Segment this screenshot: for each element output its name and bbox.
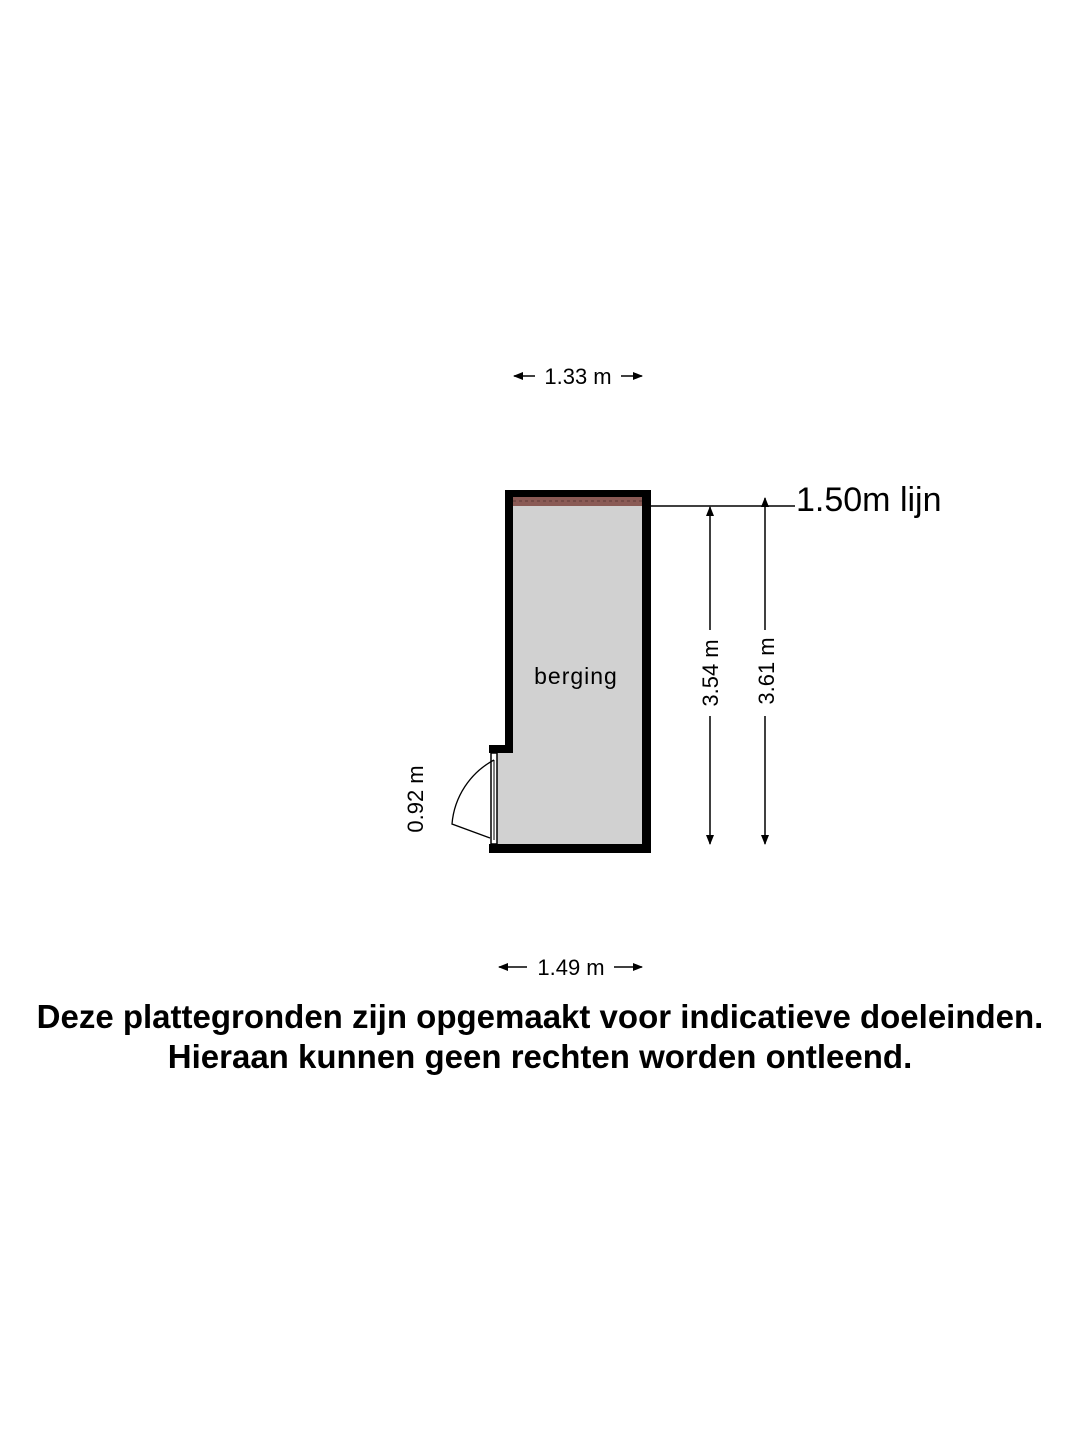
top-width-label: 1.33 m <box>544 364 612 389</box>
height-line <box>651 481 942 519</box>
top-width-dimension <box>514 364 642 389</box>
wall-bottom <box>489 844 651 853</box>
disclaimer-line-2: Hieraan kunnen geen rechten worden ontleend. <box>167 1038 913 1075</box>
bottom-width-label: 1.49 m <box>537 955 605 980</box>
wall-top <box>505 490 651 497</box>
room-label-berging: berging <box>534 663 618 689</box>
wall-left-upper <box>505 490 513 752</box>
wall-right <box>642 490 651 853</box>
disclaimer-line-1: Deze plattegronden zijn opgemaakt voor indicatieve doeleinden. <box>36 998 1044 1035</box>
door <box>452 753 497 844</box>
inner-height-dimension <box>698 507 723 844</box>
outer-height-dimension <box>754 498 779 844</box>
inner-height-label: 3.54 m <box>698 639 723 707</box>
height-line-label: 1.50m lijn <box>796 481 942 519</box>
wall-step <box>489 745 513 753</box>
bottom-width-dimension <box>499 955 642 980</box>
door-width-label: 0.92 m <box>403 765 428 833</box>
outer-height-label: 3.61 m <box>754 637 779 705</box>
door-swing-arc <box>452 760 494 838</box>
